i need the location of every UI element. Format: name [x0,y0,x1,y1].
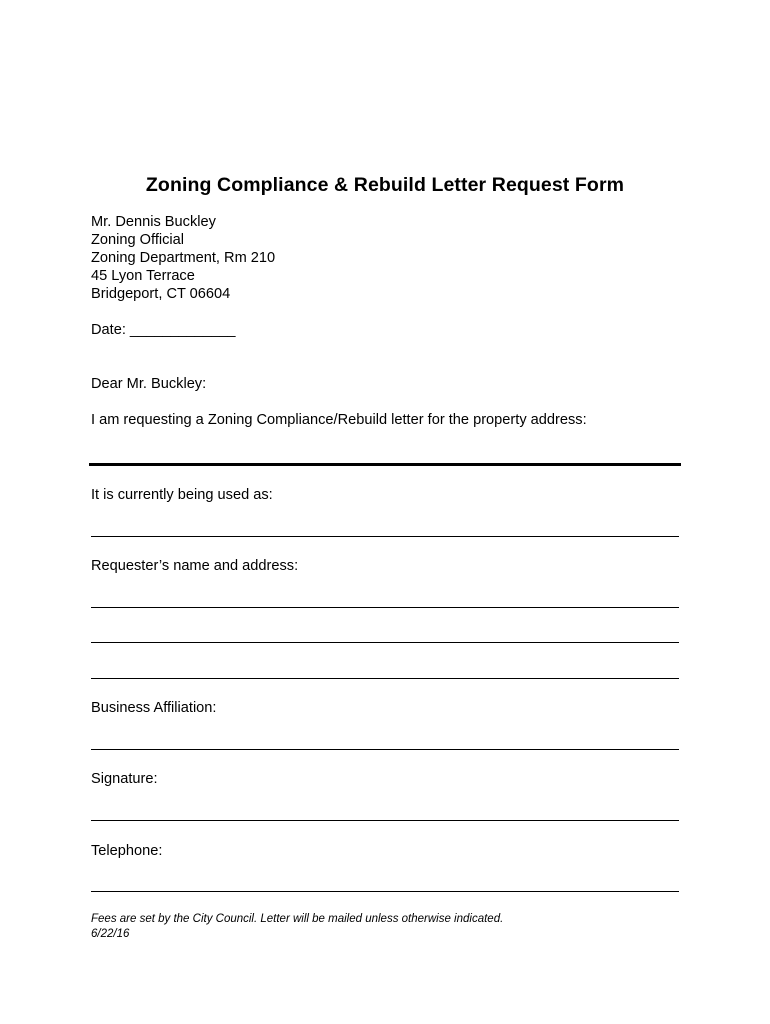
recipient-position: Zoning Official [91,232,185,248]
telephone-label: Telephone: [91,843,163,859]
requester-label: Requester’s name and address: [91,558,299,574]
form-title: Zoning Compliance & Rebuild Letter Request Form [145,174,625,196]
current-use-label: It is currently being used as: [91,487,273,503]
recipient-street: 45 Lyon Terrace [91,268,195,284]
footer-note: Fees are set by the City Council. Letter will be mailed unless otherwise indicated. [91,913,504,925]
recipient-department: Zoning Department, Rm 210 [91,250,276,266]
business-affiliation-line[interactable] [91,749,679,750]
current-use-line[interactable] [91,536,679,537]
requester-line-2[interactable] [91,642,679,643]
recipient-city: Bridgeport, CT 06604 [91,286,231,302]
telephone-line[interactable] [91,891,679,892]
salutation: Dear Mr. Buckley: [91,376,207,392]
recipient-name: Mr. Dennis Buckley [91,214,216,230]
request-statement: I am requesting a Zoning Compliance/Rebuild letter for the property address: [91,412,587,428]
requester-line-1[interactable] [91,607,679,608]
signature-label: Signature: [91,771,158,787]
signature-line[interactable] [91,820,679,821]
requester-line-3[interactable] [91,678,679,679]
date-field[interactable]: Date: _____________ [91,322,236,338]
business-affiliation-label: Business Affiliation: [91,700,217,716]
footer-date: 6/22/16 [91,928,130,940]
property-address-line[interactable] [89,463,681,466]
